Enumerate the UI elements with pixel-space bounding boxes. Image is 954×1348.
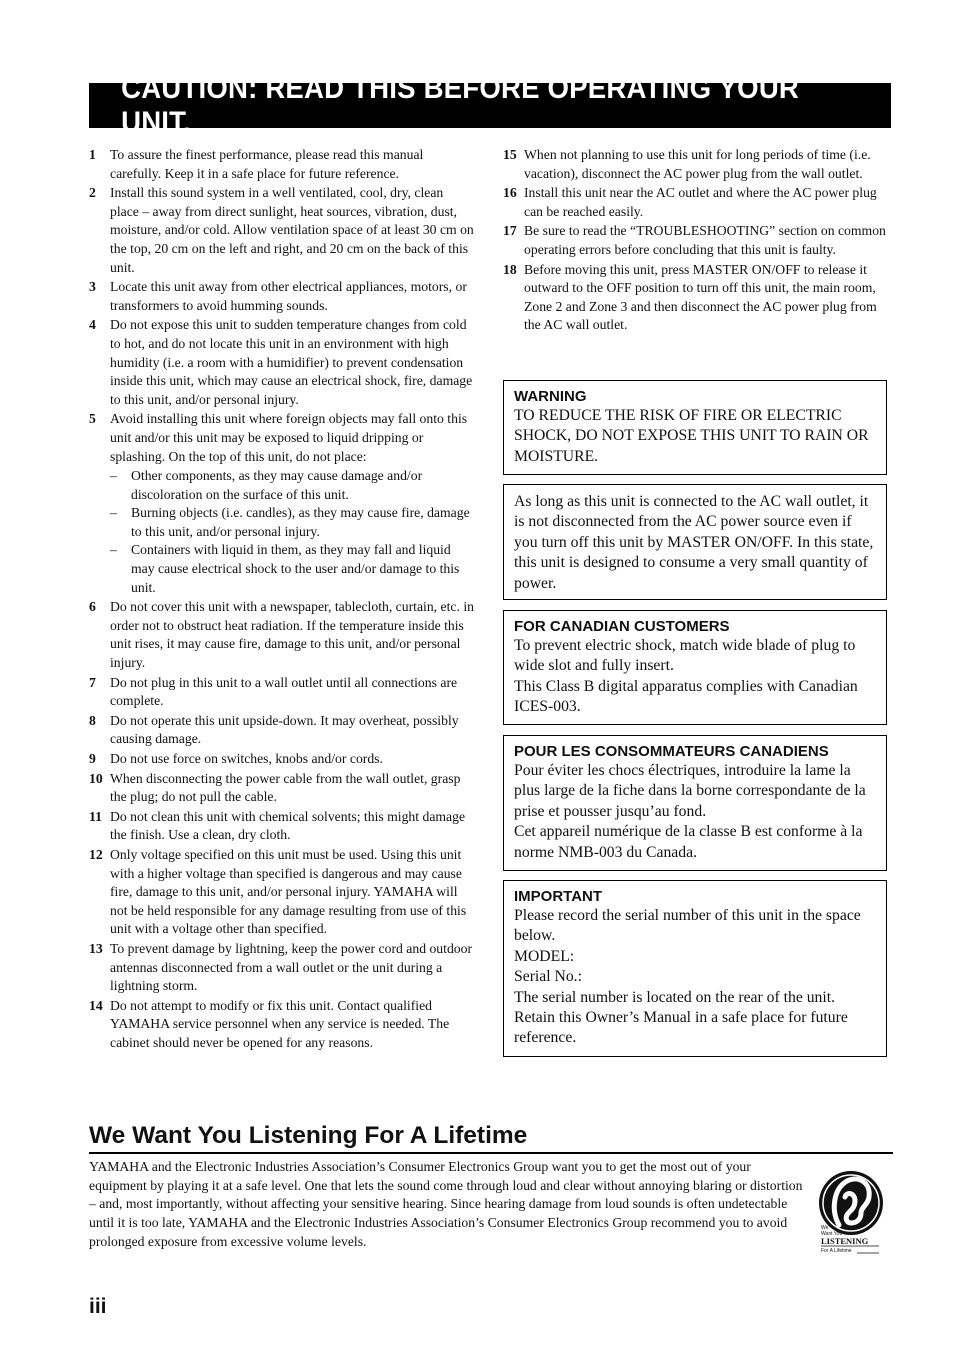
item-number: 2 [89,185,96,201]
list-item [89,940,475,996]
canadian-text-1: To prevent electric shock, match wide blade of plug to wide slot and fully insert. [514,637,856,675]
warning-text: TO REDUCE THE RISK OF FIRE OR ELECTRIC SHOCK, DO NOT EXPOSE THIS UNIT TO RAIN OR MOISTURE. [514,407,869,465]
list-item [89,846,475,939]
item-text: Do not use force on switches, knobs and/or cords. [110,751,383,766]
list-item [89,997,475,1053]
list-item [89,278,475,315]
item-text: Do not clean this unit with chemical solvents; this might damage the finish. Use a clean, dry cloth. [110,808,466,843]
dash: – [110,468,117,484]
item-number: 17 [503,223,517,239]
list-item [503,222,889,259]
logo-text-listening: LISTENING [821,1236,869,1246]
item-text: Do not operate this unit upside-down. It may overheat, possibly causing damage. [110,712,459,747]
item-text: Avoid installing this unit where foreign objects may fall onto this unit and/or this unit may be exposed to liquid dripping or splashing. On the top of this unit, do not place: [110,411,468,464]
item-text: Do not attempt to modify or fix this unit. Contact qualified YAMAHA service personnel when any service is needed. The cabinet should never be opened for any reasons. [110,997,450,1050]
item-number: 11 [89,808,102,824]
important-text-1: Please record the serial number of this unit in the space below. [514,907,861,945]
caution-banner [89,71,891,139]
item-text: Be sure to read the “TROUBLESHOOTING” section on common operating errors before concluding that this unit is faulty. [524,223,886,257]
list-item [89,674,475,711]
dash: – [110,542,117,558]
important-box [503,880,887,1057]
item-text: Install this sound system in a well ventilated, cool, dry, clean place – away from direct sunlight, heat sources, vibration, dust, moisture, and/or cold. Allow ventilation space of at least 30 cm on the top, 20 cm on the left and right, and 20 cm on the back of this unit. [110,185,474,275]
canadian-heading: FOR CANADIAN CUSTOMERS [514,618,730,635]
left-column [89,146,475,1054]
sub-item-text: Containers with liquid in them, as they may fall and liquid may cause electrical shock to the user and/or damage to this unit. [131,542,460,595]
item-number: 16 [503,185,517,201]
french-heading: POUR LES CONSOMMATEURS CANADIENS [514,743,829,760]
item-number: 14 [89,997,103,1013]
sub-item [110,467,475,504]
sub-item-text: Burning objects (i.e. candles), as they may cause fire, damage to this unit, and/or personal injury. [131,505,470,539]
list-item [89,712,475,749]
sub-item [110,541,475,597]
item-number: 9 [89,751,96,766]
list-item [89,808,475,845]
item-number: 3 [89,279,96,295]
logo-text-lifetime: For A Lifetime [821,1248,852,1254]
model-label: MODEL: [514,947,575,965]
right-column [503,146,889,336]
item-text: Before moving this unit, press MASTER ON/OFF to release it outward to the OFF position to turn off this unit, the main room, Zone 2 and Zone 3 and then disconnect the AC power plug from the AC wall outlet. [524,261,877,333]
canadian-text-2: This Class B digital apparatus complies with Canadian ICES-003. [514,677,858,716]
item-text: To prevent damage by lightning, keep the power cord and outdoor antennas disconnected from a wall outlet or the unit during a lightning storm. [110,940,473,994]
warning-box [503,380,887,475]
item-text: Locate this unit away from other electrical appliances, motors, or transformers to avoid humming sounds. [110,279,467,313]
item-number: 10 [89,770,103,786]
french-text-2: Cet appareil numérique de la classe B est conforme à la norme NMB-003 du Canada. [514,823,863,861]
listening-lifetime-logo [817,1167,885,1255]
power-notice-box [503,484,887,600]
item-text: When not planning to use this unit for long periods of time (i.e. vacation), disconnect the AC power plug from the wall outlet. [524,147,871,181]
item-number: 4 [89,317,96,333]
sub-item [110,504,475,541]
item-text: Only voltage specified on this unit must be used. Using this unit with a higher voltage than specified is dangerous and may cause fire, damage to this unit, and/or personal injury. YAMAHA will not be held responsible for any damage resulting from use of this unit with a voltage other than specified. [110,846,467,937]
dash: – [110,505,117,521]
lifetime-heading: We Want You Listening For A Lifetime [89,1120,893,1154]
list-item [89,750,475,769]
lifetime-paragraph: YAMAHA and the Electronic Industries Association’s Consumer Electronics Group want you to get the most out of your equipment by playing it at a safe level. One that lets the sound come through loud and clear without annoying blaring or distortion – and, most importantly, without affecting your sensitive hearing. Since hearing damage from loud sounds is often undetectable until it is too late, YAMAHA and the Electronic Industries Association’s Consumer Electronics Group recommend you to avoid prolonged exposure from excessive volume levels. [89,1159,803,1249]
item-number: 6 [89,599,96,615]
logo-text-we: We [821,1225,829,1231]
item-number: 1 [89,147,96,162]
list-item [89,146,475,183]
item-number: 12 [89,846,103,862]
canadian-customers-box [503,610,887,725]
item-number: 18 [503,261,517,277]
serial-label: Serial No.: [514,968,582,986]
warning-heading: WARNING [514,388,587,405]
important-text-2: The serial number is located on the rear of the unit. Retain this Owner’s Manual in a safe place for future reference. [514,988,848,1047]
list-item [89,316,475,409]
item-number: 8 [89,712,96,728]
list-item [503,261,889,335]
item-text: Do not cover this unit with a newspaper, tablecloth, curtain, etc. in order not to obstruct heat radiation. If the temperature inside this unit rises, it may cause fire, damage to this unit, and/or personal injury. [110,599,474,671]
sub-item-text: Other components, as they may cause damage and/or discoloration on the surface of this unit. [131,468,423,502]
important-heading: IMPORTANT [514,888,603,905]
list-item [503,146,889,183]
item-number: 13 [89,940,103,956]
french-canadian-box [503,735,887,871]
list-item [89,410,475,466]
power-notice-text: As long as this unit is connected to the AC wall outlet, it is not disconnected from the AC power source even if you turn off this unit by MASTER ON/OFF. In this state, this unit is designed to consume a very small quantity of power. [514,493,874,592]
item-text: Install this unit near the AC outlet and where the AC power plug can be reached easily. [524,185,877,219]
item-number: 15 [503,147,517,162]
caution-title: CAUTION: READ THIS BEFORE OPERATING YOUR UNIT. [121,71,800,139]
logo-text-want: Want You [821,1231,843,1237]
list-item [89,598,475,672]
item-text: Do not expose this unit to sudden temperature changes from cold to hot, and do not locate this unit in an environment with high humidity (i.e. a room with a humidifier) to prevent condensation inside this unit, which may cause an electrical shock, fire, damage to this unit, and/or personal injury. [110,317,473,407]
list-item [89,770,475,807]
list-item [503,184,889,221]
item-number: 5 [89,411,96,427]
item-text: To assure the finest performance, please read this manual carefully. Keep it in a safe place for future reference. [110,147,424,181]
list-item [89,184,475,277]
item-text: Do not plug in this unit to a wall outlet until all connections are complete. [110,674,458,709]
french-text-1: Pour éviter les chocs électriques, introduire la lame la plus large de la fiche dans la borne correspondante de la prise et pousser jusqu’au fond. [514,762,866,820]
item-number: 7 [89,674,96,690]
item-text: When disconnecting the power cable from the wall outlet, grasp the plug; do not pull the cable. [110,770,461,805]
page-number: iii [89,1295,107,1318]
